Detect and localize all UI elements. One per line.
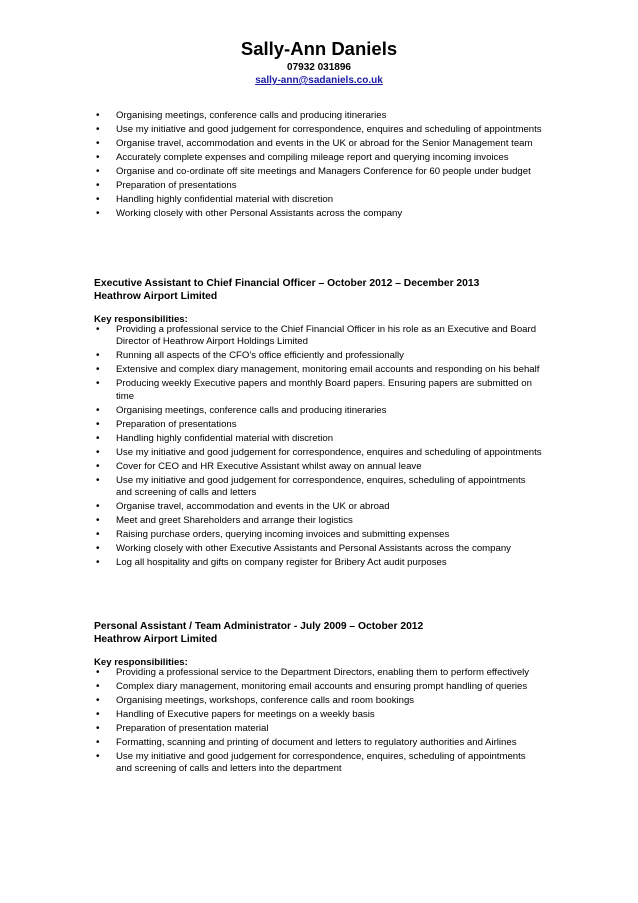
list-item: • Handling of Executive papers for meetings on a weekly basis bbox=[96, 709, 375, 720]
bullet-icon: • bbox=[96, 695, 100, 706]
bullet-icon: • bbox=[96, 460, 100, 472]
list-item: • Cover for CEO and HR Executive Assistant whilst away on annual leave bbox=[96, 460, 422, 472]
list-item: • Raising purchase orders, querying incoming invoices and submitting expenses bbox=[96, 529, 450, 541]
bullet-icon: • bbox=[96, 152, 100, 163]
phone-number: 07932 031896 bbox=[287, 62, 351, 73]
role-section-pa bbox=[94, 621, 544, 670]
bullet-icon: • bbox=[96, 474, 100, 486]
bullet-icon: • bbox=[96, 180, 100, 191]
role-title: Executive Assistant to Chief Financial Officer – October 2012 – December 2013 bbox=[94, 278, 480, 289]
list-item: • Preparation of presentations bbox=[96, 180, 237, 191]
list-item: • Working closely with other Executive Assistants and Personal Assistants across the company bbox=[96, 543, 511, 555]
employer-name: Heathrow Airport Limited bbox=[94, 290, 218, 302]
bullet-icon: • bbox=[96, 709, 100, 720]
role-section-cfo-ea bbox=[94, 278, 544, 327]
employer-name: Heathrow Airport Limited bbox=[94, 633, 218, 645]
bullet-icon: • bbox=[96, 378, 100, 390]
list-item: • Organise and co-ordinate off site meetings and Managers Conference for 60 people under budget bbox=[96, 166, 531, 177]
list-item: • Use my initiative and good judgement for correspondence, enquires and scheduling of appointments bbox=[96, 446, 542, 458]
bullet-icon: • bbox=[96, 681, 100, 692]
list-item: • Use my initiative and good judgement for correspondence, enquires, scheduling of appointments and screening of calls and letters bbox=[96, 474, 526, 499]
candidate-name: Sally-Ann Daniels bbox=[240, 38, 398, 59]
bullet-icon: • bbox=[96, 446, 100, 458]
bullet-icon: • bbox=[96, 418, 100, 430]
bullet-icon: • bbox=[96, 751, 100, 762]
role-bullet-list bbox=[94, 667, 544, 777]
list-item: • Providing a professional service to the Department Directors, enabling them to perform effectively bbox=[96, 667, 530, 678]
email-link[interactable]: sally-ann@sadaniels.co.uk bbox=[255, 75, 383, 86]
top-bullet-list bbox=[94, 110, 544, 222]
list-item: • Use my initiative and good judgement for correspondence, enquires and scheduling of appointments bbox=[96, 124, 542, 135]
bullet-icon: • bbox=[96, 324, 100, 335]
bullet-icon: • bbox=[96, 543, 100, 555]
bullet-icon: • bbox=[96, 124, 100, 135]
cv-header bbox=[0, 38, 638, 87]
bullet-icon: • bbox=[96, 110, 100, 121]
list-item: • Handling highly confidential material with discretion bbox=[96, 432, 334, 444]
list-item: • Extensive and complex diary management, monitoring email accounts and responding on his behalf bbox=[96, 364, 540, 376]
bullet-icon: • bbox=[96, 138, 100, 149]
list-item: • Accurately complete expenses and compiling mileage report and querying incoming invoices bbox=[96, 152, 509, 163]
bullet-icon: • bbox=[96, 723, 100, 734]
bullet-icon: • bbox=[96, 208, 100, 219]
bullet-icon: • bbox=[96, 557, 100, 569]
bullet-icon: • bbox=[96, 194, 100, 205]
list-item: • Use my initiative and good judgement for correspondence, enquires, scheduling of appointments and screening of calls and letters into the department bbox=[96, 751, 526, 775]
role-title: Personal Assistant / Team Administrator - July 2009 – October 2012 bbox=[94, 621, 424, 632]
bullet-icon: • bbox=[96, 404, 100, 416]
list-item: • Organising meetings, conference calls and producing itineraries bbox=[96, 404, 387, 416]
list-item: • Organising meetings, conference calls and producing itineraries bbox=[96, 110, 387, 121]
bullet-icon: • bbox=[96, 501, 100, 513]
list-item: • Complex diary management, monitoring email accounts and ensuring prompt handling of queries bbox=[96, 681, 528, 692]
list-item: • Organise travel, accommodation and events in the UK or abroad for the Senior Management team bbox=[96, 138, 533, 149]
bullet-icon: • bbox=[96, 529, 100, 541]
list-item: • Meet and greet Shareholders and arrange their logistics bbox=[96, 515, 353, 527]
list-item: • Producing weekly Executive papers and monthly Board papers. Ensuring papers are submitted on time bbox=[96, 378, 532, 402]
list-item: • Preparation of presentation material bbox=[96, 723, 269, 734]
list-item: • Running all aspects of the CFO’s office efficiently and professionally bbox=[96, 350, 404, 362]
list-item: • Handling highly confidential material with discretion bbox=[96, 194, 334, 205]
bullet-icon: • bbox=[96, 737, 100, 748]
list-item: • Preparation of presentations bbox=[96, 418, 237, 430]
bullet-icon: • bbox=[96, 166, 100, 177]
role-bullet-list bbox=[94, 324, 544, 571]
bullet-icon: • bbox=[96, 515, 100, 527]
list-item: • Formatting, scanning and printing of document and letters to regulatory authorities and Airlines bbox=[96, 737, 517, 748]
list-item: • Organise travel, accommodation and events in the UK or abroad bbox=[96, 501, 390, 513]
list-item: • Working closely with other Personal Assistants across the company bbox=[96, 208, 403, 219]
bullet-icon: • bbox=[96, 350, 100, 362]
list-item: • Organising meetings, workshops, conference calls and room bookings bbox=[96, 695, 415, 706]
bullet-icon: • bbox=[96, 432, 100, 444]
list-item: • Providing a professional service to the Chief Financial Officer in his role as an Executive and Board Director of Heathrow Airport Holdings Limited bbox=[96, 324, 537, 348]
responsibilities-label: Key responsibilities: bbox=[94, 657, 188, 669]
responsibilities-label: Key responsibilities: bbox=[94, 314, 188, 326]
bullet-icon: • bbox=[96, 364, 100, 376]
list-item: • Log all hospitality and gifts on company register for Bribery Act audit purposes bbox=[96, 557, 447, 569]
bullet-icon: • bbox=[96, 667, 100, 678]
